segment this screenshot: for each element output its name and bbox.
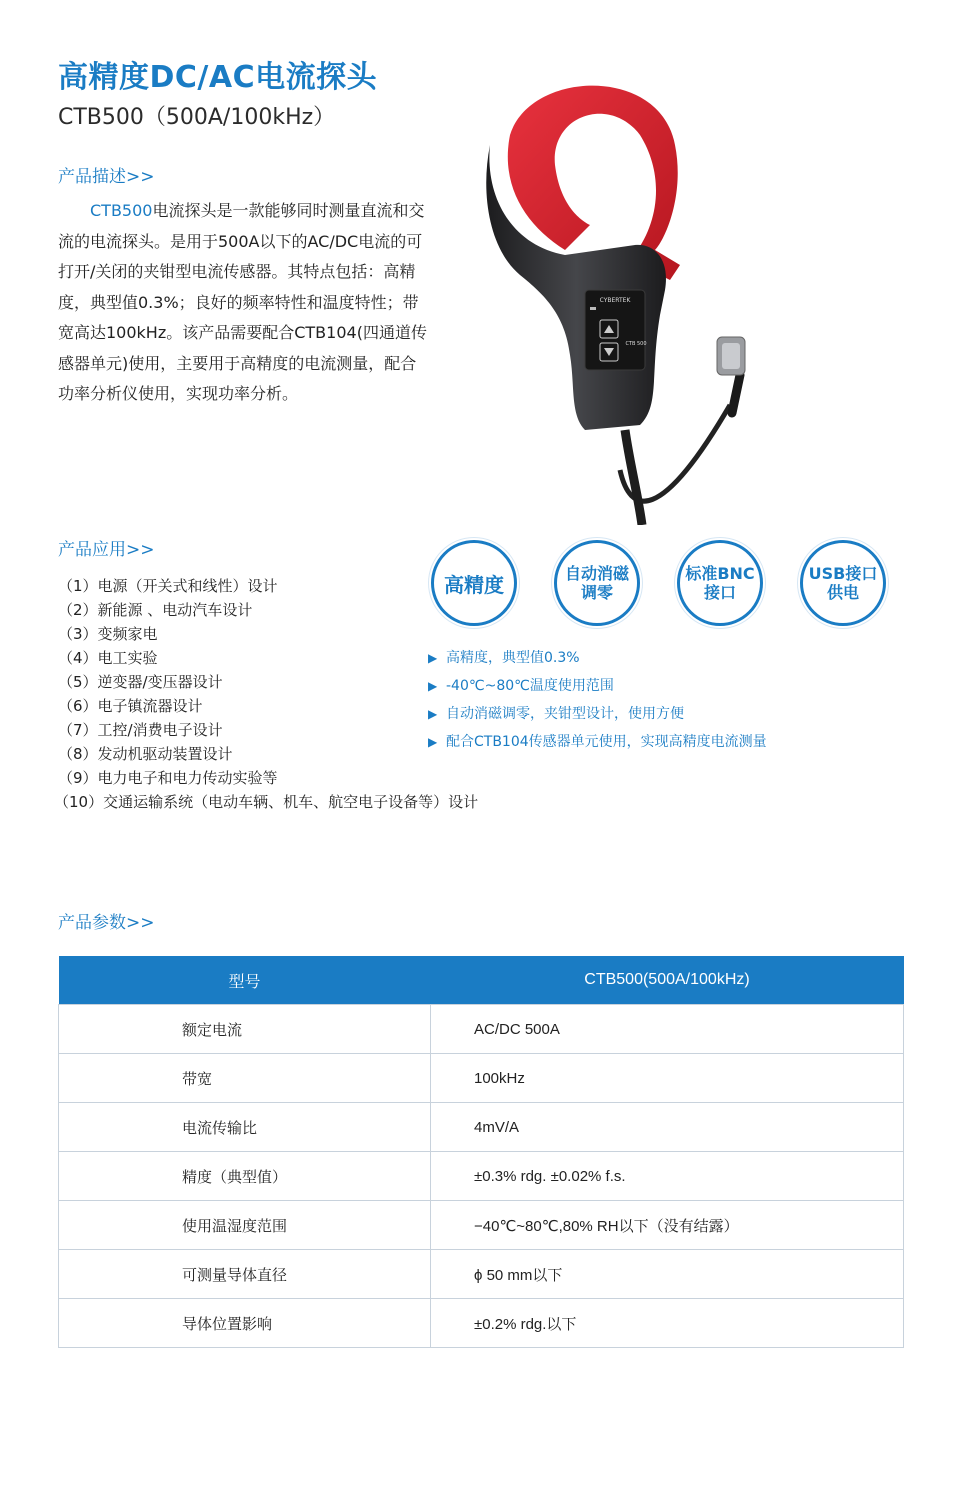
description-text bbox=[58, 196, 430, 410]
description-body: 电流探头是一款能够同时测量直流和交流的电流探头。是用于500A以下的AC/DC电流的可打开/关闭的夹钳型电流传感器。其特点包括：高精度，典型值0.3%；良好的频率特性和温度特性；带宽高达100kHz。该产品需要配合CTB104(四通道传感器单元)使用，主要用于高精度的电流测量，配合功率分析仪使用，实现功率分析。 bbox=[58, 201, 427, 403]
applications-list bbox=[54, 574, 479, 814]
table-row bbox=[59, 1201, 904, 1250]
spec-value: 100kHz bbox=[431, 1054, 904, 1103]
table-row bbox=[59, 1299, 904, 1348]
list-item: （8）发动机驱动装置设计 bbox=[58, 745, 233, 763]
list-item bbox=[428, 728, 767, 756]
list-item: （7）工控/消费电子设计 bbox=[58, 721, 223, 739]
list-item: （4）电工实验 bbox=[58, 649, 158, 667]
table-header-row bbox=[59, 956, 904, 1005]
spec-value: 4mV/A bbox=[431, 1103, 904, 1152]
current-probe-photo bbox=[470, 75, 800, 525]
spec-value: ϕ 50 mm以下 bbox=[431, 1250, 904, 1299]
applications-heading: 产品应用>> bbox=[58, 540, 155, 560]
badge-auto-degauss bbox=[554, 540, 640, 626]
spec-table bbox=[58, 956, 904, 1348]
bnc-connector-highlight bbox=[722, 343, 740, 369]
list-item: （3）变频家电 bbox=[58, 625, 158, 643]
list-item bbox=[428, 700, 767, 728]
model-subtitle: CTB500（500A/100kHz） bbox=[58, 105, 336, 130]
description-heading: 产品描述>> bbox=[58, 167, 155, 187]
features-list bbox=[428, 644, 767, 756]
feature-text: 高精度，典型值0.3% bbox=[446, 650, 580, 666]
table-row bbox=[59, 1152, 904, 1201]
feature-text: 配合CTB104传感器单元使用，实现高精度电流测量 bbox=[446, 734, 767, 750]
table-row bbox=[59, 1250, 904, 1299]
list-item: （9）电力电子和电力传动实验等 bbox=[58, 769, 278, 787]
description-lead: CTB500 bbox=[90, 201, 153, 220]
brand-text: CYBERTEK bbox=[599, 297, 631, 304]
table-row bbox=[59, 1005, 904, 1054]
spec-key: 带宽 bbox=[59, 1054, 431, 1103]
spec-value: ±0.2% rdg.以下 bbox=[431, 1299, 904, 1348]
triangle-right-icon: ▶ bbox=[428, 735, 438, 749]
list-item: （2）新能源 、电动汽车设计 bbox=[58, 601, 253, 619]
badge-usb-power bbox=[800, 540, 886, 626]
badge-label: 接口 bbox=[703, 583, 736, 602]
triangle-right-icon: ▶ bbox=[428, 707, 438, 721]
feature-badges bbox=[429, 540, 899, 628]
badge-label: USB接口 bbox=[808, 564, 878, 583]
list-item: （1）电源（开关式和线性）设计 bbox=[58, 577, 278, 595]
triangle-right-icon: ▶ bbox=[428, 679, 438, 693]
page-title: 高精度DC/AC电流探头 bbox=[58, 60, 378, 95]
cable-strain-relief bbox=[732, 375, 740, 413]
spec-key: 额定电流 bbox=[59, 1005, 431, 1054]
spec-value: ±0.3% rdg. ±0.02% f.s. bbox=[431, 1152, 904, 1201]
spec-key: 可测量导体直径 bbox=[59, 1250, 431, 1299]
header-value: CTB500(500A/100kHz) bbox=[431, 956, 904, 1005]
list-item: （10）交通运输系统（电动车辆、机车、航空电子设备等）设计 bbox=[54, 793, 479, 811]
feature-text: -40℃~80℃温度使用范围 bbox=[446, 678, 614, 694]
feature-text: 自动消磁调零，夹钳型设计，使用方便 bbox=[446, 706, 684, 722]
badge-label: 高精度 bbox=[444, 572, 504, 597]
spec-key: 电流传输比 bbox=[59, 1103, 431, 1152]
spec-key: 使用温湿度范围 bbox=[59, 1201, 431, 1250]
triangle-right-icon: ▶ bbox=[428, 651, 438, 665]
list-item bbox=[428, 672, 767, 700]
spec-key: 精度（典型值） bbox=[59, 1152, 431, 1201]
list-item: （5）逆变器/变压器设计 bbox=[58, 673, 223, 691]
indicator-led bbox=[590, 307, 596, 310]
spec-value: AC/DC 500A bbox=[431, 1005, 904, 1054]
badge-bnc bbox=[677, 540, 763, 626]
list-item: （6）电子镇流器设计 bbox=[58, 697, 203, 715]
badge-label: 自动消磁 bbox=[564, 564, 629, 583]
spec-value: −40℃~80℃,80% RH以下（没有结露） bbox=[431, 1201, 904, 1250]
badge-label: 标准BNC bbox=[685, 564, 755, 583]
spec-key: 导体位置影响 bbox=[59, 1299, 431, 1348]
header-key: 型号 bbox=[59, 956, 431, 1005]
badge-label: 供电 bbox=[826, 583, 859, 602]
list-item bbox=[428, 644, 767, 672]
handle-cable bbox=[625, 430, 642, 525]
specs-heading: 产品参数>> bbox=[58, 913, 155, 933]
table-row bbox=[59, 1103, 904, 1152]
badge-label: 调零 bbox=[580, 583, 613, 602]
model-text: CTB 500 bbox=[625, 341, 647, 347]
table-row bbox=[59, 1054, 904, 1103]
badge-high-precision bbox=[431, 540, 517, 626]
